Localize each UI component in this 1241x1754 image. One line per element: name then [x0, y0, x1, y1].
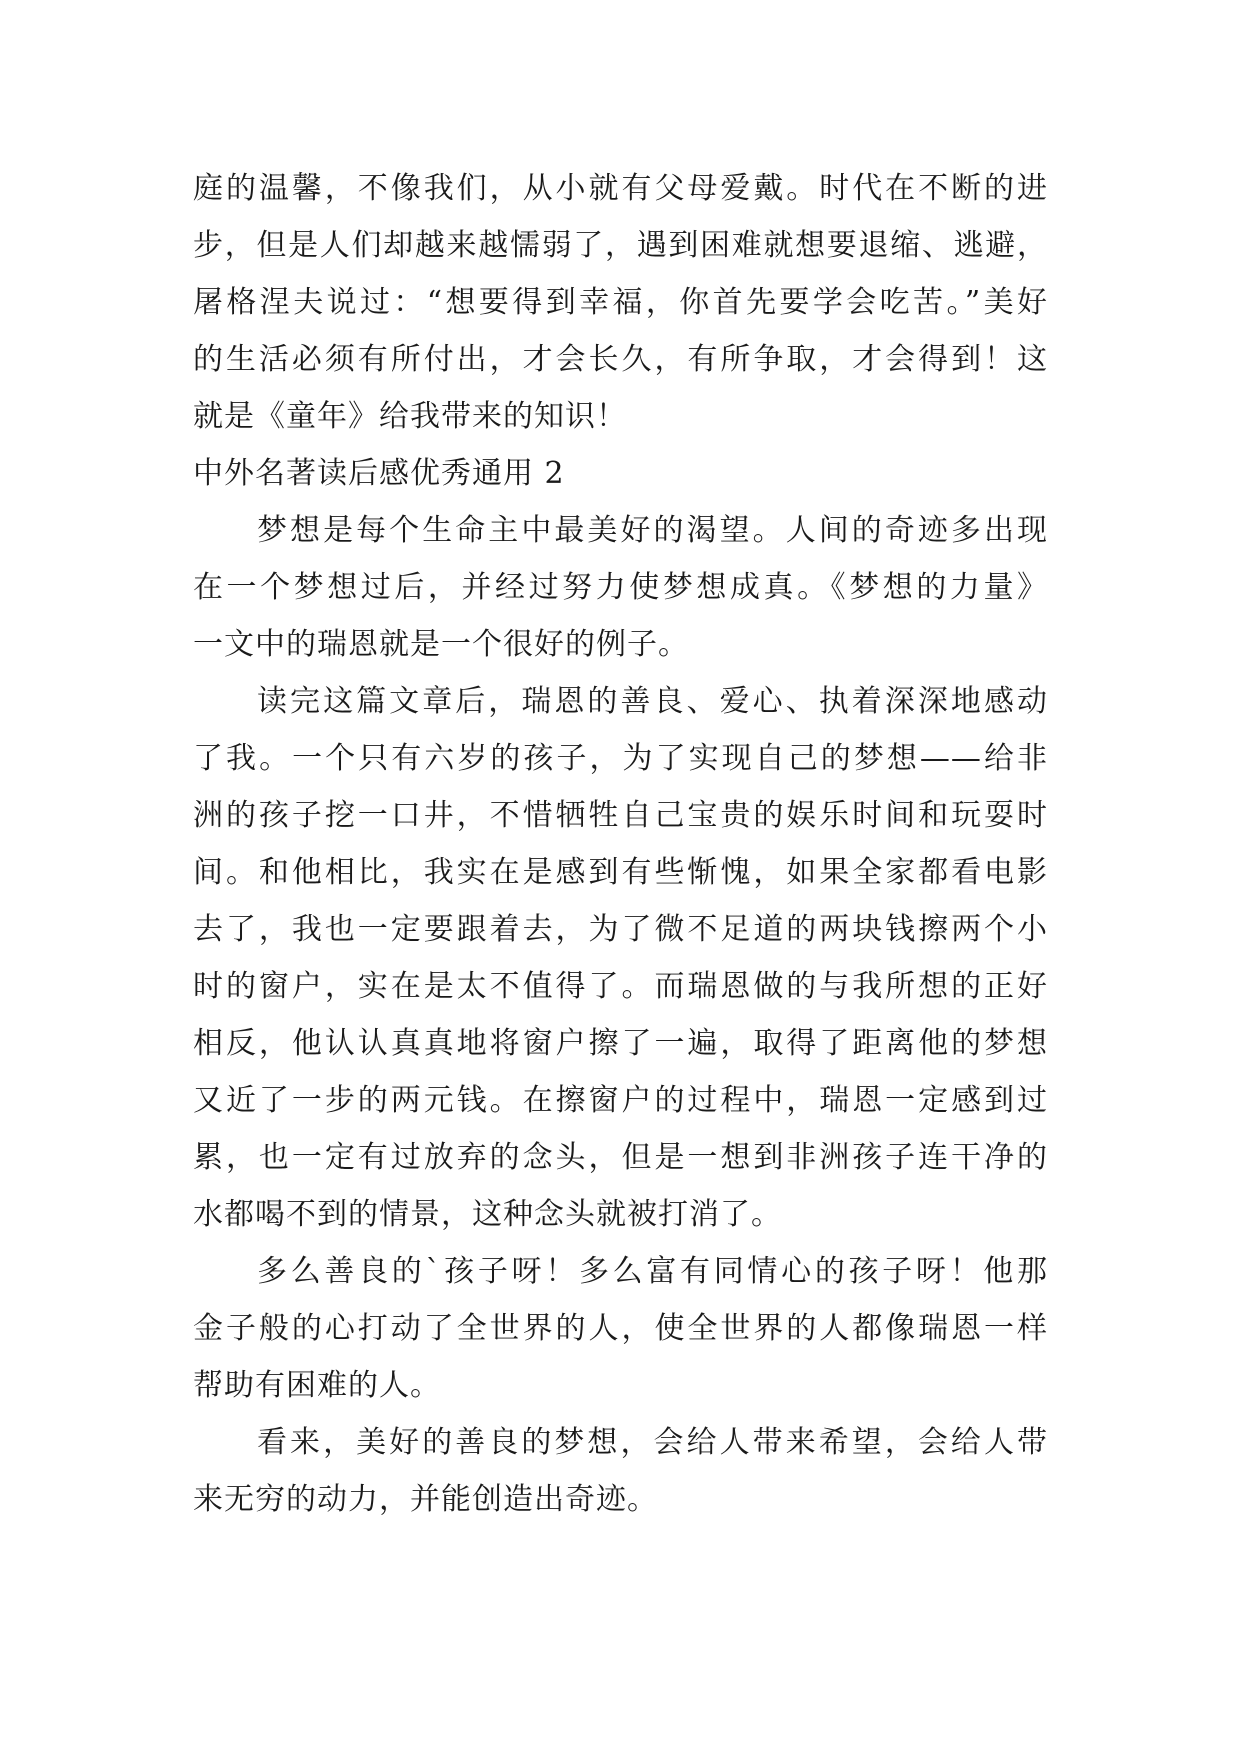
body-line: 水都喝不到的情景，这种念头就被打消了。	[193, 1197, 782, 1232]
body-line: 就是《童年》给我带来的知识！	[193, 399, 627, 434]
document-body	[193, 160, 1048, 1528]
body-line: 屠格涅夫说过：“想要得到幸福，你首先要学会吃苦。”美好	[193, 285, 1048, 320]
body-line: 帮助有困难的人。	[193, 1368, 441, 1403]
body-line: 一文中的瑞恩就是一个很好的例子。	[193, 627, 689, 662]
body-line: 了我。一个只有六岁的孩子，为了实现自己的梦想——给非	[193, 741, 1048, 776]
body-line: 金子般的心打动了全世界的人，使全世界的人都像瑞恩一样	[193, 1311, 1048, 1346]
body-line: 步，但是人们却越来越懦弱了，遇到困难就想要退缩、逃避，	[193, 228, 1048, 263]
body-line: 来无穷的动力，并能创造出奇迹。	[193, 1482, 658, 1517]
body-line: 相反，他认认真真地将窗户擦了一遍，取得了距离他的梦想	[193, 1026, 1048, 1061]
body-line: 庭的温馨，不像我们，从小就有父母爱戴。时代在不断的进	[193, 171, 1048, 206]
body-line: 又近了一步的两元钱。在擦窗户的过程中，瑞恩一定感到过	[193, 1083, 1048, 1118]
paragraph-first-line: 多么善良的`孩子呀！多么富有同情心的孩子呀！他那	[257, 1254, 1048, 1289]
body-line: 时的窗户，实在是太不值得了。而瑞恩做的与我所想的正好	[193, 969, 1048, 1004]
body-line: 间。和他相比，我实在是感到有些惭愧，如果全家都看电影	[193, 855, 1048, 890]
paragraph-first-line: 读完这篇文章后，瑞恩的善良、爱心、执着深深地感动	[257, 684, 1048, 719]
body-line: 去了，我也一定要跟着去，为了微不足道的两块钱擦两个小	[193, 912, 1048, 947]
paragraph-first-line: 看来，美好的善良的梦想，会给人带来希望，会给人带	[257, 1425, 1048, 1460]
body-line: 在一个梦想过后，并经过努力使梦想成真。《梦想的力量》	[193, 570, 1048, 605]
section-title: 中外名著读后感优秀通用 2	[193, 456, 565, 491]
body-line: 洲的孩子挖一口井，不惜牺牲自己宝贵的娱乐时间和玩耍时	[193, 798, 1048, 833]
body-line: 的生活必须有所付出，才会长久，有所争取，才会得到！这	[193, 342, 1048, 377]
body-line: 累，也一定有过放弃的念头，但是一想到非洲孩子连干净的	[193, 1140, 1048, 1175]
paragraph-first-line: 梦想是每个生命主中最美好的渴望。人间的奇迹多出现	[257, 513, 1048, 548]
